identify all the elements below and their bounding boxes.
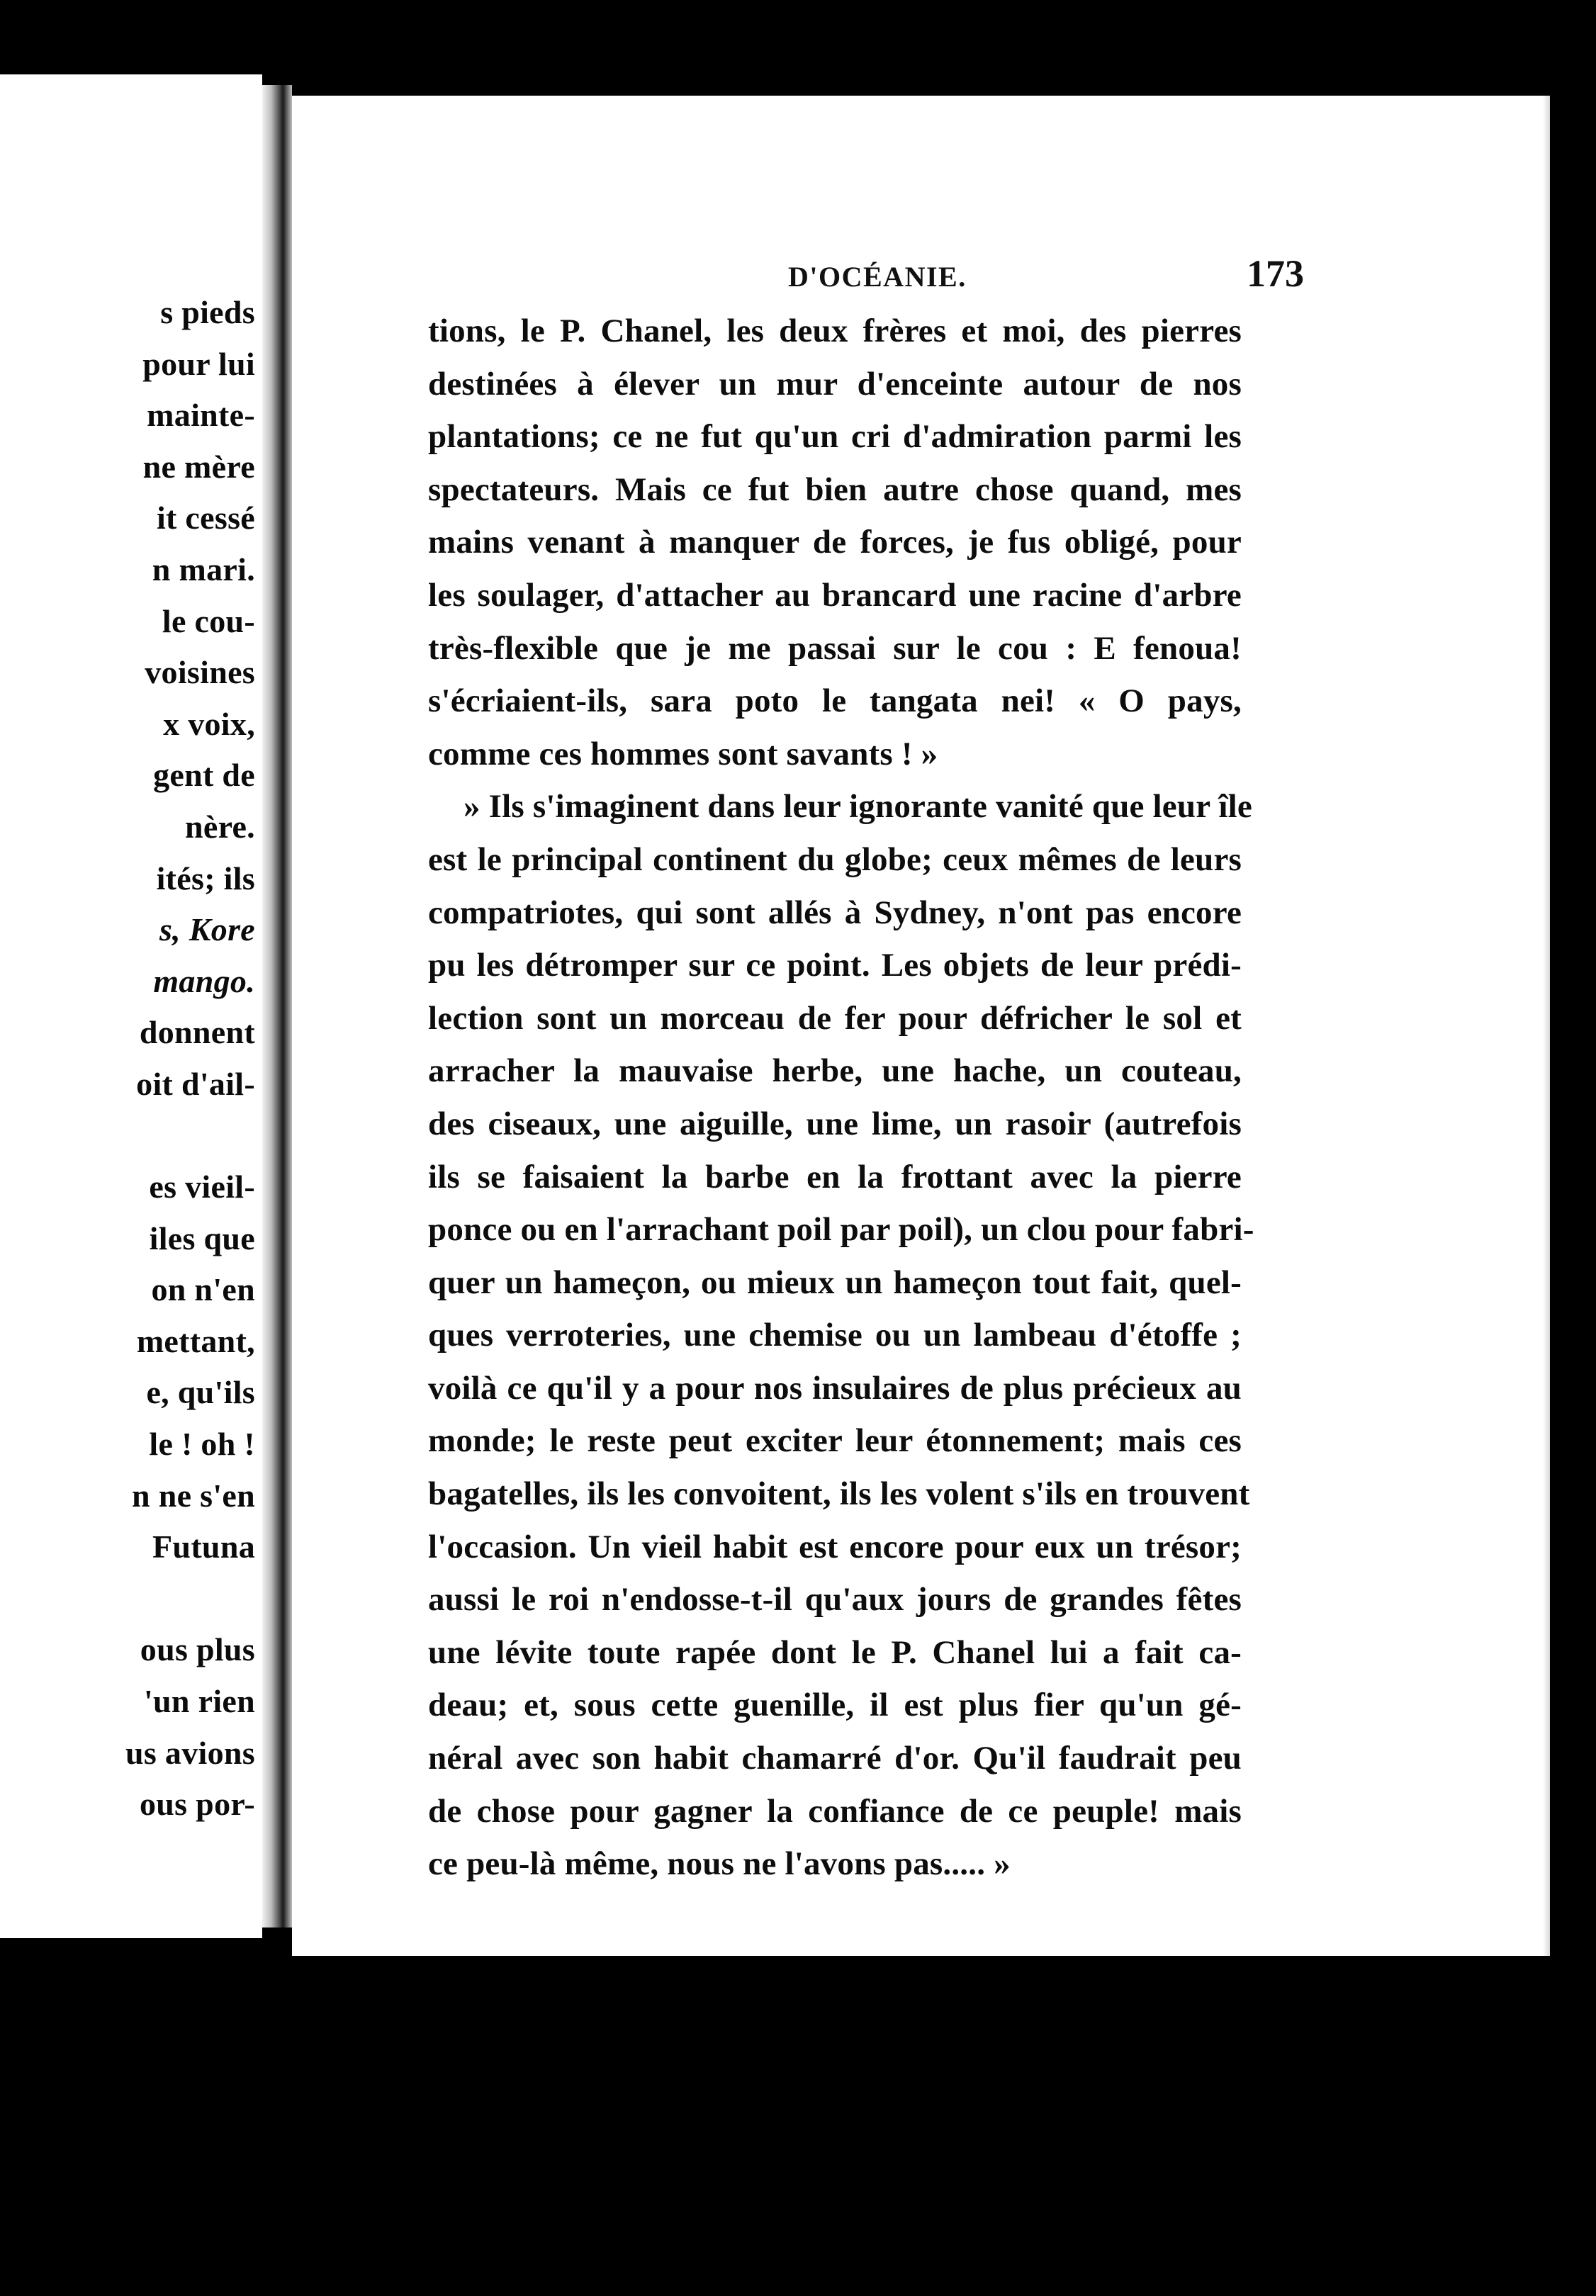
left-page-line: ous plus [140,1631,255,1668]
left-page-line: s pieds [160,294,255,330]
left-page-line: le ! oh ! [149,1426,255,1463]
page-number: 173 [1247,252,1304,295]
running-head [292,252,1550,301]
left-page-line: us avions [125,1734,255,1771]
text-line: spectateurs. Mais ce fut bien autre chose quand, mes [428,471,1242,508]
text-line: les soulager, d'attacher au brancard une racine d'arbre [428,576,1242,614]
text-line: s'écriaient-ils, sara poto le tangata nei! « O pays, [428,682,1242,720]
text-line: une lévite toute rapée dont le P. Chanel lui a fait ca- [428,1633,1242,1671]
text-line: pu les détromper sur ce point. Les objets de leur prédi- [428,947,1242,984]
left-page-line: nère. [184,808,255,845]
text-line: mains venant à manquer de forces, je fus obligé, pour [428,524,1242,561]
left-page-line: es vieil- [149,1169,255,1205]
body-text [428,305,1254,1891]
text-line: destinées à élever un mur d'enceinte autour de nos [428,365,1242,403]
page-edge [1543,96,1550,1956]
left-page-line: ne mère [142,448,255,485]
left-page-line: on n'en [151,1271,255,1308]
text-line: tions, le P. Chanel, les deux frères et moi, des pierres [428,313,1242,349]
left-page-line: donnent [139,1014,255,1051]
left-page-line: n ne s'en [132,1477,255,1514]
text-line: monde; le reste peut exciter leur étonnement; mais ces [428,1422,1242,1460]
text-line: ponce ou en l'arrachant poil par poil), un clou pour fabri- [428,1211,1254,1249]
text-line: deau; et, sous cette guenille, il est plus fier qu'un gé- [428,1687,1242,1724]
text-line: quer un hameçon, ou mieux un hameçon tout fait, quel- [428,1264,1242,1301]
text-line: » Ils s'imaginent dans leur ignorante vanité que leur île [463,788,1252,826]
text-line: ils se faisaient la barbe en la frottant avec la pierre [428,1158,1242,1195]
left-page-line: x voix, [163,705,255,742]
left-page-line: 'un rien [143,1683,255,1720]
left-page-line: it cessé [156,500,255,536]
text-line: l'occasion. Un vieil habit est encore pour eux un trésor; [428,1528,1242,1565]
text-line: lection sont un morceau de fer pour défricher le sol et [428,999,1242,1037]
left-page-line: iles que [149,1220,255,1256]
text-line: des ciseaux, une aiguille, une lime, un rasoir (autrefois [428,1105,1242,1142]
text-line: compatriotes, qui sont allés à Sydney, n'ont pas encore [428,894,1242,931]
text-line: de chose pour gagner la confiance de ce peuple! mais [428,1792,1242,1830]
left-facing-page [0,74,262,1938]
text-line: est le principal continent du globe; ceux mêmes de leurs [428,840,1242,878]
text-line: plantations; ce ne fut qu'un cri d'admiration parmi les [428,418,1242,456]
text-line: aussi le roi n'endosse-t-il qu'aux jours de grandes fêtes [428,1581,1242,1619]
left-page-blank-line [0,1110,255,1162]
text-line: ques verroteries, une chemise ou un lambeau d'étoffe ; [428,1317,1242,1354]
left-page-line: ités; ils [156,860,255,896]
running-head-title: D'OCÉANIE. [788,261,967,293]
left-page-line: pour lui [142,345,255,382]
text-line: comme ces hommes sont savants ! » [428,735,938,772]
left-page-line: s, Kore [159,911,255,948]
left-page-line: le cou- [162,602,255,639]
left-page-line: mango. [153,962,255,999]
text-line: voilà ce qu'il y a pour nos insulaires de plus précieux au [428,1369,1242,1407]
left-page-blank-line [0,1573,255,1625]
left-page-line: mainte- [147,397,255,434]
text-line: ce peu-là même, nous ne l'avons pas..... » [428,1845,1011,1883]
left-page-line: n mari. [152,551,255,587]
left-page-line: voisines [145,654,255,691]
left-page-line: oit d'ail- [136,1065,255,1102]
text-line: arracher la mauvaise herbe, une hache, un couteau, [428,1052,1242,1090]
text-line: très-flexible que je me passai sur le cou : E fenoua! [428,629,1242,667]
left-page-line: Futuna [152,1529,255,1565]
text-line: néral avec son habit chamarré d'or. Qu'il faudrait peu [428,1740,1242,1777]
text-line: bagatelles, ils les convoitent, ils les volent s'ils en trouvent [428,1475,1250,1513]
left-page-line: gent de [153,757,255,794]
book-gutter [262,85,292,1928]
right-page [292,96,1550,1956]
left-page-line: e, qu'ils [146,1374,255,1411]
left-page-line: ous por- [140,1786,255,1823]
left-page-line: mettant, [136,1322,255,1359]
left-page-text [0,287,255,1830]
